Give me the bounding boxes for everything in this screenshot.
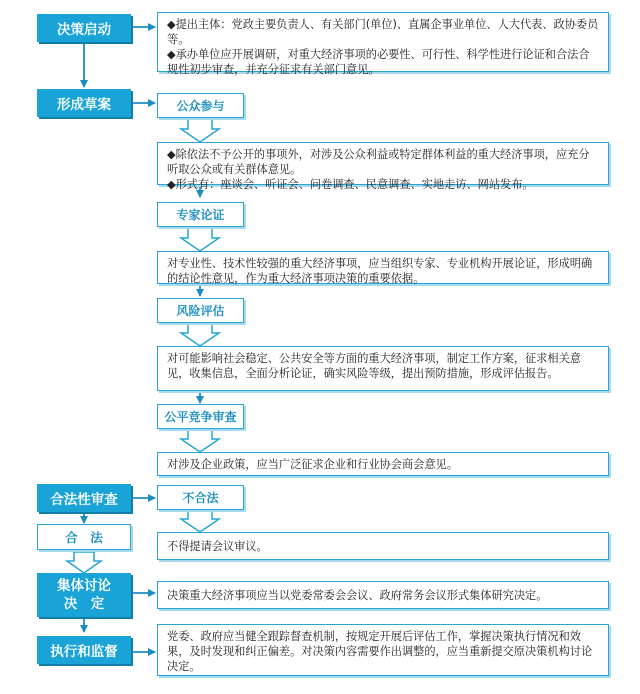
hollow-arrow-expert — [181, 228, 219, 251]
stage-decision-start: 决策启动 — [37, 14, 131, 42]
substep-expert: 专家论证 — [157, 202, 244, 227]
substep-competition: 公平竞争审查 — [157, 404, 244, 429]
box-expert: 对专业性、技术性较强的重大经济事项，应当组织专家、专业机构开展论证，形成明确的结论性意见，作为重大经济事项决策的重要依据。 — [157, 251, 609, 284]
stage-collective: 集体讨论 决 定 — [37, 573, 131, 617]
substep-legal: 合 法 — [37, 524, 131, 550]
box-start: ◆提出主体：党政主要负责人、有关部门(单位)、直属企事业单位、人大代表、政协委员等。 ◆承办单位应开展调研，对重大经济事项的必要性、可行性、科学性进行论证和合法合规性初步审查，并充分征求有关部门意见。 — [157, 12, 609, 72]
hollow-arrow-illegal — [181, 509, 219, 532]
box-risk: 对可能影响社会稳定、公共安全等方面的重大经济事项，制定工作方案，征求相关意见，收集信息，全面分析论证，确实风险等级，提出预防措施，形成评估报告。 — [157, 346, 609, 391]
hollow-arrow-legal — [67, 552, 101, 573]
substep-risk: 风险评估 — [157, 298, 244, 323]
box-illegal: 不得提请会议审议。 — [157, 532, 609, 560]
stage-legality-review: 合法性审查 — [37, 484, 131, 512]
box-competition: 对涉及企业政策，应当广泛征求企业和行业协会商会意见。 — [157, 452, 609, 476]
stage-execution: 执行和监督 — [37, 636, 131, 664]
hollow-arrow-competition — [181, 429, 219, 452]
substep-illegal: 不合法 — [157, 485, 244, 510]
substep-public: 公众参与 — [157, 93, 244, 118]
box-execution: 党委、政府应当健全跟踪督查机制，按规定开展后评估工作，掌握决策执行情况和效果，及时发现和纠正偏差。对决策内容需要作出调整的，应当重新提交原决策机构讨论决定。 — [157, 624, 609, 676]
box-collective: 决策重大经济事项应当以党委常委会会议、政府常务会议形式集体研究决定。 — [157, 581, 609, 609]
hollow-arrow-public — [181, 119, 219, 142]
box-public: ◆除依法不予公开的事项外，对涉及公众利益或特定群体利益的重大经济事项，应充分听取公众或有关群体意见。 ◆形式有：座谈会、听证会、问卷调查、民意调查、实地走访、网站发布。 — [157, 142, 609, 185]
hollow-arrow-risk — [181, 323, 219, 346]
stage-draft: 形成草案 — [37, 89, 131, 117]
